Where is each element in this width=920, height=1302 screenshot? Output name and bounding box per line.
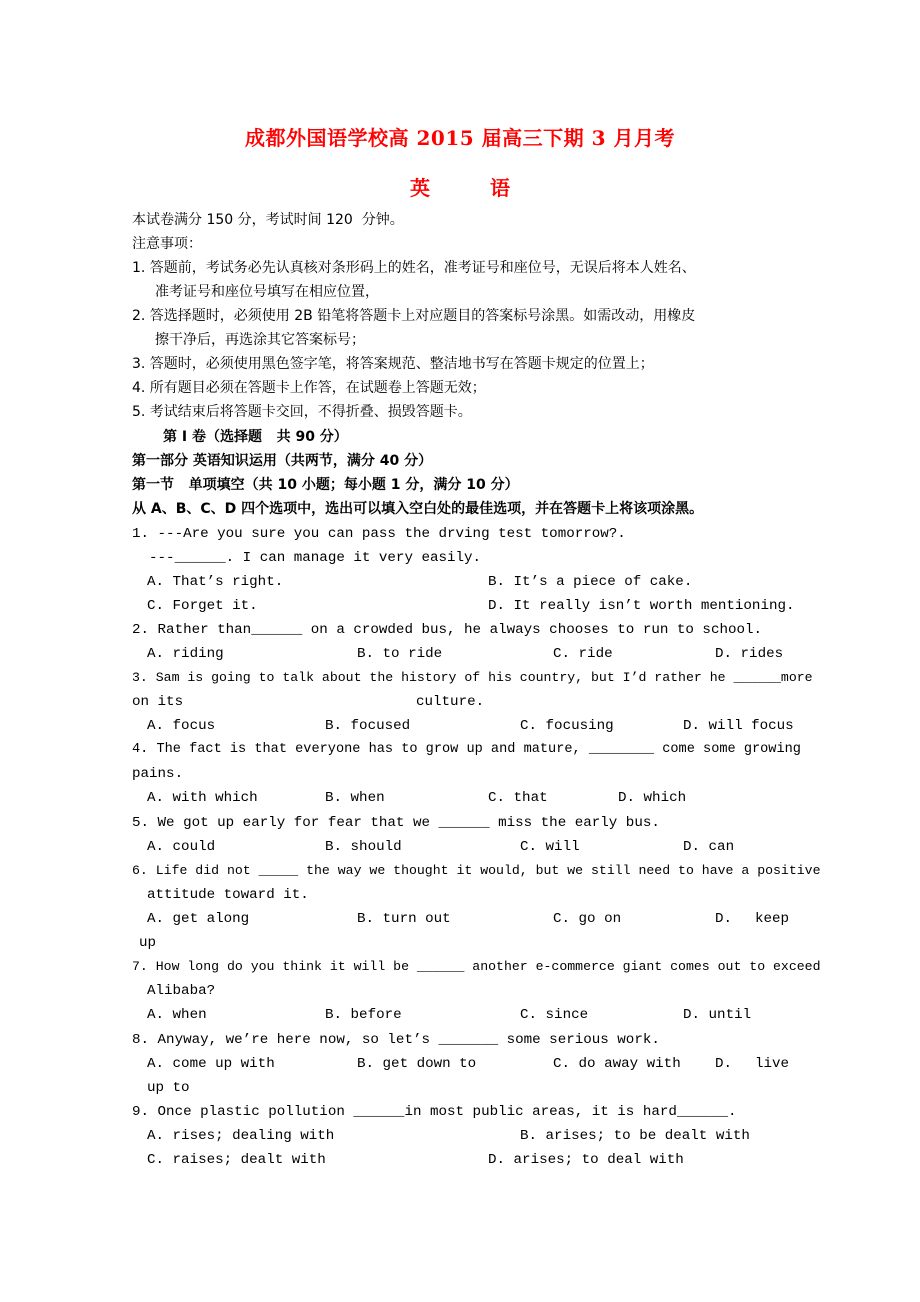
q8-option-b: B. get down to [357, 1056, 477, 1072]
subject-char-2: 语 [490, 176, 510, 200]
q2-option-c: C. ride [553, 646, 613, 662]
q6-option-b: B. turn out [357, 911, 451, 927]
question-7-stem: 7. How long do you think it will be ______ another e-commerce giant comes out to exceed [132, 959, 821, 974]
question-1-stem-2: ---______. I can manage it very easily. [132, 550, 482, 566]
q1-option-b: B. It’s a piece of cake. [488, 574, 693, 590]
q6-option-d: keep [755, 911, 790, 927]
question-7-stem-2: Alibaba? [147, 983, 216, 999]
q1-option-d: D. It really isn’t worth mentioning. [488, 598, 795, 614]
note-1-cont: 准考证号和座位号填写在相应位置， [155, 284, 379, 300]
q9-option-b: B. arises; to be dealt with [520, 1128, 750, 1144]
instructions: 从 A、B、C、D 四个选项中，选出可以填入空白处的最佳选项，并在答题卡上将该项涂黑。 [132, 501, 704, 517]
q1-option-a: A. That’s right. [147, 574, 284, 590]
q6-option-d-label: D. [715, 911, 733, 927]
q6-option-c: C. go on [553, 911, 622, 927]
q7-option-a: A. when [147, 1007, 207, 1023]
q3-option-a: A. focus [147, 718, 216, 734]
exam-info: 本试卷满分 150 分，考试时间 120 分钟。 [132, 212, 404, 228]
q3-option-c: C. focusing [520, 718, 614, 734]
section-heading: 第一节 单项填空（共 10 小题；每小题 1 分，满分 10 分） [132, 477, 519, 493]
q5-option-d: D. can [683, 839, 735, 855]
q4-option-a: A. with which [147, 790, 258, 806]
q7-option-c: C. since [520, 1007, 589, 1023]
question-8-stem: 8. Anyway, we’re here now, so let’s _______ some serious work. [132, 1032, 660, 1048]
q8-option-a: A. come up with [147, 1056, 275, 1072]
question-4-stem-2: pains. [132, 766, 184, 782]
note-5: 5. 考试结束后将答题卡交回，不得折叠、损毁答题卡。 [132, 404, 472, 420]
question-3-stem: 3. Sam is going to talk about the history of his country, but I’d rather he ______more [132, 670, 813, 685]
q6-option-d-cont: up [139, 935, 157, 951]
q3-option-b: B. focused [325, 718, 411, 734]
subject-char-1: 英 [410, 176, 430, 200]
q5-option-b: B. should [325, 839, 402, 855]
note-2-cont: 擦干净后，再选涂其它答案标号； [155, 332, 365, 348]
exam-title: 成都外国语学校高 2015 届高三下期 3 月月考 [245, 126, 675, 150]
q3-option-d: D. will focus [683, 718, 794, 734]
q2-option-a: A. riding [147, 646, 224, 662]
part-heading: 第一部分 英语知识运用（共两节，满分 40 分） [132, 453, 433, 469]
note-4: 4. 所有题目必须在答题卡上作答，在试题卷上答题无效； [132, 380, 486, 396]
q8-option-c: C. do away with [553, 1056, 681, 1072]
note-2: 2. 答选择题时，必须使用 2B 铅笔将答题卡上对应题目的答案标号涂黑。如需改动，用橡皮 [132, 308, 696, 324]
q7-option-b: B. before [325, 1007, 402, 1023]
question-6-stem-2: attitude toward it. [147, 887, 309, 903]
question-6-stem: 6. Life did not _____ the way we thought it would, but we still need to have a positive [132, 863, 821, 878]
note-3: 3. 答题时，必须使用黑色签字笔，将答案规范、整洁地书写在答题卡规定的位置上； [132, 356, 654, 372]
q9-option-d: D. arises; to deal with [488, 1152, 684, 1168]
q1-option-c: C. Forget it. [147, 598, 258, 614]
q2-option-b: B. to ride [357, 646, 443, 662]
question-1-stem: 1. ---Are you sure you can pass the drving test tomorrow?. [132, 526, 626, 542]
q8-option-d-cont: up to [147, 1080, 190, 1096]
q7-option-d: D. until [683, 1007, 752, 1023]
q8-option-d-label: D. [715, 1056, 733, 1072]
question-3-stem-3: culture. [416, 694, 485, 710]
q9-option-a: A. rises; dealing with [147, 1128, 335, 1144]
question-3-stem-2: on its [132, 694, 184, 710]
q6-option-a: A. get along [147, 911, 250, 927]
q2-option-d: D. rides [715, 646, 784, 662]
question-9-stem: 9. Once plastic pollution ______in most public areas, it is hard______. [132, 1104, 737, 1120]
question-5-stem: 5. We got up early for fear that we ______ miss the early bus. [132, 815, 660, 831]
q9-option-c: C. raises; dealt with [147, 1152, 326, 1168]
q5-option-c: C. will [520, 839, 580, 855]
note-1: 1. 答题前，考试务必先认真核对条形码上的姓名，准考证号和座位号，无误后将本人姓名、 [132, 260, 696, 276]
q8-option-d: live [755, 1056, 790, 1072]
volume-heading: 第 I 卷（选择题 共 90 分） [163, 429, 348, 445]
q4-option-b: B. when [325, 790, 385, 806]
subject-title [0, 172, 920, 201]
q5-option-a: A. could [147, 839, 216, 855]
q4-option-c: C. that [488, 790, 548, 806]
q4-option-d: D. which [618, 790, 687, 806]
notes-label: 注意事项： [132, 236, 202, 252]
question-4-stem: 4. The fact is that everyone has to grow up and mature, ________ come some growing [132, 742, 801, 757]
question-2-stem: 2. Rather than______ on a crowded bus, he always chooses to run to school. [132, 622, 763, 638]
